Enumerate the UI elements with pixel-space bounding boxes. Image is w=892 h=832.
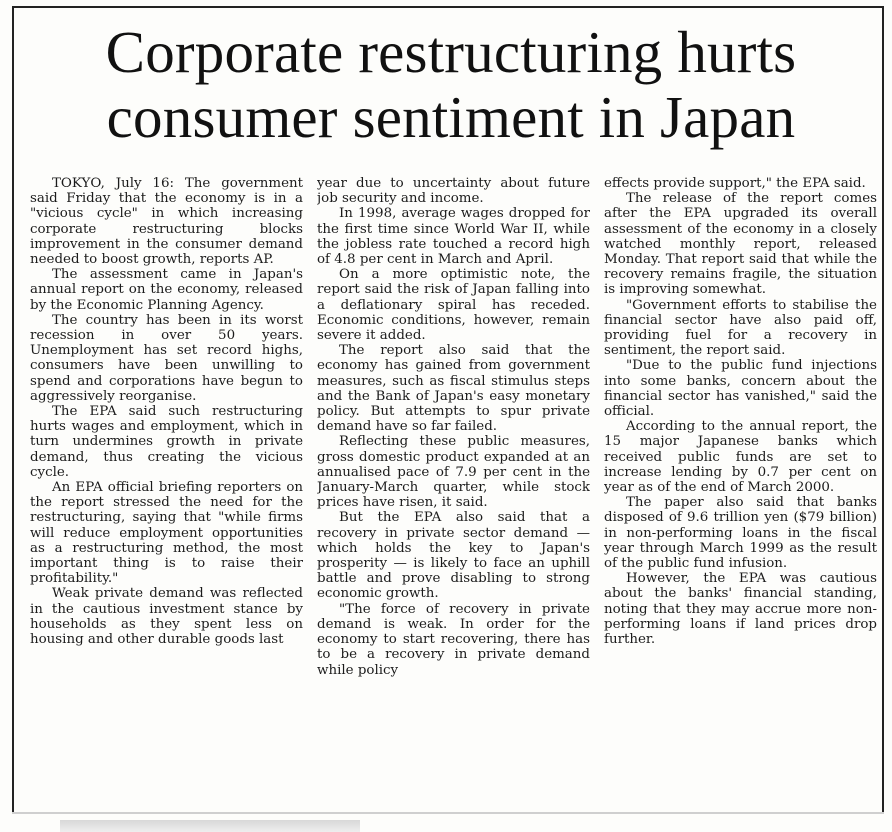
- paragraph: But the EPA also said that a recovery in private sector demand — which holds the key to Japan's prosperity — is likely to face an uphill battle and prove disabling to strong economic growth.: [317, 510, 590, 602]
- article-column-2: [317, 176, 590, 812]
- next-article-fragment: [60, 820, 360, 832]
- paragraph: The paper also said that banks disposed of 9.6 trillion yen ($79 billion) in non-performing loans in the fiscal year through March 1999 as the result of the public fund infusion.: [604, 495, 877, 572]
- paragraph: In 1998, average wages dropped for the first time since World War II, while the jobless rate touched a record high of 4.8 per cent in March and April.: [317, 206, 590, 268]
- paragraph: On a more optimistic note, the report said the risk of Japan falling into a deflationary spiral has receded. Economic conditions, however, remain severe it added.: [317, 267, 590, 344]
- article-column-3: [604, 176, 877, 812]
- paragraph: effects provide support," the EPA said.: [604, 176, 866, 191]
- paragraph: "Government efforts to stabilise the financial sector have also paid off, providing fuel for a recovery in sentiment, the report said.: [604, 297, 877, 359]
- bottom-divider: [12, 812, 884, 814]
- paragraph: The release of the report comes after the EPA upgraded its overall assessment of the economy in a closely watched monthly report, released Monday. That report said that while the recovery remains fragile, the situation is improving somewhat.: [604, 191, 877, 298]
- article-body: [30, 176, 882, 812]
- paragraph: However, the EPA was cautious about the banks' financial standing, noting that they may accrue more non-performing loans if land prices drop further.: [604, 571, 877, 648]
- article-headline: Corporate restructuring hurts consumer sentiment in Japan: [105, 19, 797, 150]
- paragraph: "Due to the public fund injections into some banks, concern about the financial sector has vanished," said the official.: [604, 358, 877, 420]
- paragraph: The report also said that the economy has gained from government measures, such as fiscal stimulus steps and the Bank of Japan's easy monetary policy. But attempts to spur private demand have so far failed.: [317, 343, 590, 435]
- paragraph: The assessment came in Japan's annual report on the economy, released by the Economic Planning Agency.: [30, 267, 303, 313]
- paragraph: "The force of recovery in private demand is weak. In order for the economy to start recovering, there has to be a recovery in private demand while policy: [317, 601, 590, 678]
- paragraph: The EPA said such restructuring hurts wages and employment, which in turn undermines growth in private demand, thus creating the vicious cycle.: [30, 404, 303, 480]
- paragraph: The country has been in its worst recession in over 50 years. Unemployment has set record highs, consumers have been unwilling to spend and corporations have begun to aggressively reorganise.: [30, 312, 303, 404]
- paragraph: year due to uncertainty about future job security and income.: [317, 176, 590, 207]
- paragraph: TOKYO, July 16: The government said Friday that the economy is in a "vicious cycle" in which increasing corporate restructuring blocks improvement in the consumer demand needed to boost growth, reports AP.: [30, 176, 303, 268]
- paragraph: According to the annual report, the 15 major Japanese banks which received public funds are set to increase lending by 0.7 per cent on year as of the end of March 2000.: [604, 419, 877, 496]
- paragraph: Weak private demand was reflected in the cautious investment stance by households as they spent less on housing and other durable goods last: [30, 586, 303, 648]
- article-column-1: [30, 176, 303, 812]
- adjacent-column-edge: [0, 0, 8, 832]
- paragraph: An EPA official briefing reporters on the report stressed the need for the restructuring, saying that "while firms will reduce employment opportunities as a restructuring method, the most important thing is to raise their profitability.": [30, 480, 303, 587]
- paragraph: Reflecting these public measures, gross domestic product expanded at an annualised pace of 7.9 per cent in the January-March quarter, while stock prices have risen, it said.: [317, 434, 590, 511]
